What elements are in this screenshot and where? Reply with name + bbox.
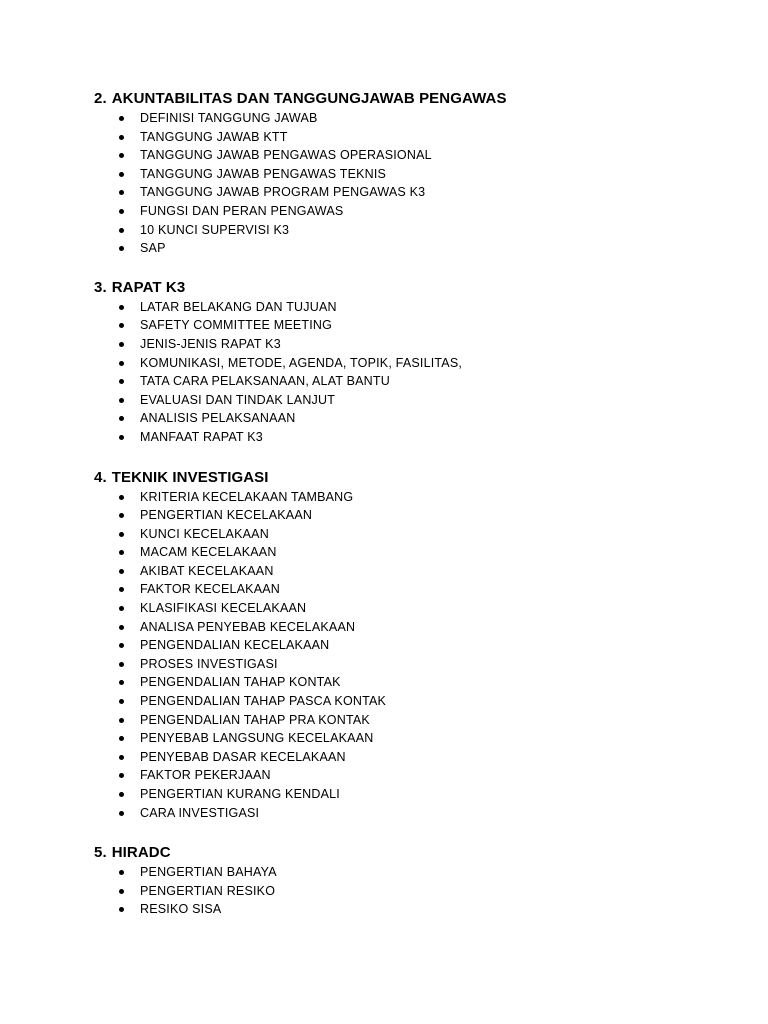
list-item-text: 10 KUNCI SUPERVISI K3 xyxy=(140,222,290,237)
list-item-text: TANGGUNG JAWAB PENGAWAS OPERASIONAL xyxy=(140,148,432,163)
bullet-icon xyxy=(119,889,124,894)
bullet-icon xyxy=(119,135,124,140)
list-item-text: FAKTOR KECELAKAAN xyxy=(140,582,281,597)
list-item-text: PENGENDALIAN TAHAP KONTAK xyxy=(140,675,341,690)
bullet-icon xyxy=(119,361,124,366)
bullet-icon xyxy=(119,699,124,704)
list-item-text: PROSES INVESTIGASI xyxy=(140,656,278,671)
bullet-icon xyxy=(119,190,124,195)
list-item xyxy=(94,543,768,562)
bullet-icon xyxy=(119,379,124,384)
list-item xyxy=(94,748,768,767)
section-heading xyxy=(94,843,768,863)
bullet-list xyxy=(94,863,768,919)
list-item-text: PENYEBAB DASAR KECELAKAAN xyxy=(140,749,346,764)
list-item xyxy=(94,804,768,823)
section-hiradc xyxy=(94,843,768,919)
bullet-icon xyxy=(119,228,124,233)
bullet-icon xyxy=(119,870,124,875)
list-item xyxy=(94,580,768,599)
section-title: RAPAT K3 xyxy=(111,278,186,296)
section-heading xyxy=(94,89,768,109)
list-item xyxy=(94,202,768,221)
list-item-text: TANGGUNG JAWAB KTT xyxy=(140,129,288,144)
list-item xyxy=(94,221,768,240)
list-item-text: PENGERTIAN KECELAKAAN xyxy=(140,508,313,523)
bullet-icon xyxy=(119,569,124,574)
bullet-icon xyxy=(119,323,124,328)
list-item-text: LATAR BELAKANG DAN TUJUAN xyxy=(140,299,337,314)
section-number: 2. xyxy=(94,90,107,107)
bullet-list xyxy=(94,488,768,823)
bullet-icon xyxy=(119,495,124,500)
bullet-icon xyxy=(119,246,124,251)
list-item-text: FAKTOR PEKERJAAN xyxy=(140,768,271,783)
bullet-icon xyxy=(119,662,124,667)
bullet-icon xyxy=(119,736,124,741)
list-item-text: RESIKO SISA xyxy=(140,902,222,917)
list-item xyxy=(94,655,768,674)
section-number: 3. xyxy=(94,278,107,296)
bullet-icon xyxy=(119,398,124,403)
list-item-text: SAFETY COMMITTEE MEETING xyxy=(140,318,333,333)
list-item xyxy=(94,766,768,785)
bullet-icon xyxy=(119,755,124,760)
list-item-text: TANGGUNG JAWAB PROGRAM PENGAWAS K3 xyxy=(140,185,426,200)
section-rapat-k3 xyxy=(94,278,768,447)
list-item xyxy=(94,335,768,354)
section-spacer xyxy=(94,258,768,278)
list-item xyxy=(94,525,768,544)
list-item-text: KOMUNIKASI, METODE, AGENDA, TOPIK, FASILITAS, xyxy=(140,355,463,370)
list-item-text: EVALUASI DAN TINDAK LANJUT xyxy=(140,392,336,407)
bullet-icon xyxy=(119,680,124,685)
section-number: 4. xyxy=(94,468,107,486)
bullet-icon xyxy=(119,209,124,214)
list-item xyxy=(94,146,768,165)
list-item xyxy=(94,729,768,748)
bullet-icon xyxy=(119,773,124,778)
list-item xyxy=(94,599,768,618)
list-item xyxy=(94,711,768,730)
section-title: HIRADC xyxy=(111,844,171,862)
bullet-icon xyxy=(119,643,124,648)
list-item xyxy=(94,636,768,655)
bullet-icon xyxy=(119,792,124,797)
list-item-text: PENGENDALIAN KECELAKAAN xyxy=(140,638,330,653)
list-item xyxy=(94,239,768,258)
list-item-text: CARA INVESTIGASI xyxy=(140,805,260,820)
list-item xyxy=(94,409,768,428)
list-item-text: KRITERIA KECELAKAAN TAMBANG xyxy=(140,489,354,504)
list-item xyxy=(94,128,768,147)
list-item xyxy=(94,618,768,637)
bullet-icon xyxy=(119,811,124,816)
list-item xyxy=(94,562,768,581)
bullet-icon xyxy=(119,625,124,630)
list-item-text: ANALISIS PELAKSANAAN xyxy=(140,411,296,426)
list-item xyxy=(94,183,768,202)
bullet-icon xyxy=(119,153,124,158)
section-heading xyxy=(94,468,768,488)
list-item-text: PENYEBAB LANGSUNG KECELAKAAN xyxy=(140,731,374,746)
list-item-text: TATA CARA PELAKSANAAN, ALAT BANTU xyxy=(140,374,390,389)
list-item-text: PENGENDALIAN TAHAP PASCA KONTAK xyxy=(140,694,387,709)
section-heading xyxy=(94,278,768,298)
bullet-icon xyxy=(119,907,124,912)
section-title: TEKNIK INVESTIGASI xyxy=(111,468,269,486)
list-item xyxy=(94,882,768,901)
list-item xyxy=(94,372,768,391)
bullet-list xyxy=(94,109,768,258)
section-spacer xyxy=(94,447,768,468)
bullet-icon xyxy=(119,513,124,518)
list-item xyxy=(94,488,768,507)
bullet-icon xyxy=(119,416,124,421)
list-item-text: KLASIFIKASI KECELAKAAN xyxy=(140,601,307,616)
list-item-text: PENGERTIAN BAHAYA xyxy=(140,865,277,880)
list-item-text: MACAM KECELAKAAN xyxy=(140,545,277,560)
list-item-text: TANGGUNG JAWAB PENGAWAS TEKNIS xyxy=(140,166,387,181)
section-spacer xyxy=(94,822,768,843)
bullet-icon xyxy=(119,532,124,537)
section-akuntabilitas xyxy=(94,89,768,258)
bullet-icon xyxy=(119,116,124,121)
list-item-text: DEFINISI TANGGUNG JAWAB xyxy=(140,111,318,125)
list-item-text: PENGENDALIAN TAHAP PRA KONTAK xyxy=(140,712,370,727)
section-title: AKUNTABILITAS DAN TANGGUNGJAWAB PENGAWAS xyxy=(111,90,507,107)
list-item xyxy=(94,316,768,335)
list-item-text: FUNGSI DAN PERAN PENGAWAS xyxy=(140,203,344,218)
bullet-icon xyxy=(119,606,124,611)
list-item-text: PENGERTIAN RESIKO xyxy=(140,883,276,898)
bullet-icon xyxy=(119,305,124,310)
list-item xyxy=(94,692,768,711)
list-item xyxy=(94,354,768,373)
bullet-icon xyxy=(119,550,124,555)
section-number: 5. xyxy=(94,844,107,862)
bullet-icon xyxy=(119,172,124,177)
list-item xyxy=(94,165,768,184)
bullet-list xyxy=(94,298,768,447)
list-item-text: AKIBAT KECELAKAAN xyxy=(140,563,274,578)
list-item-text: PENGERTIAN KURANG KENDALI xyxy=(140,787,340,801)
bullet-icon xyxy=(119,718,124,723)
list-item xyxy=(94,391,768,410)
bullet-icon xyxy=(119,342,124,347)
list-item xyxy=(94,900,768,919)
list-item-text: SAP xyxy=(140,241,166,256)
list-item-text: ANALISA PENYEBAB KECELAKAAN xyxy=(140,619,356,634)
list-item-text: KUNCI KECELAKAAN xyxy=(140,526,269,541)
list-item xyxy=(94,673,768,692)
bullet-icon xyxy=(119,587,124,592)
list-item xyxy=(94,109,768,128)
list-item xyxy=(94,863,768,882)
section-teknik-investigasi xyxy=(94,468,768,823)
list-item xyxy=(94,785,768,804)
bullet-icon xyxy=(119,435,124,440)
list-item xyxy=(94,428,768,447)
list-item xyxy=(94,298,768,317)
list-item-text: JENIS-JENIS RAPAT K3 xyxy=(140,336,281,351)
list-item xyxy=(94,506,768,525)
list-item-text: MANFAAT RAPAT K3 xyxy=(140,429,263,444)
